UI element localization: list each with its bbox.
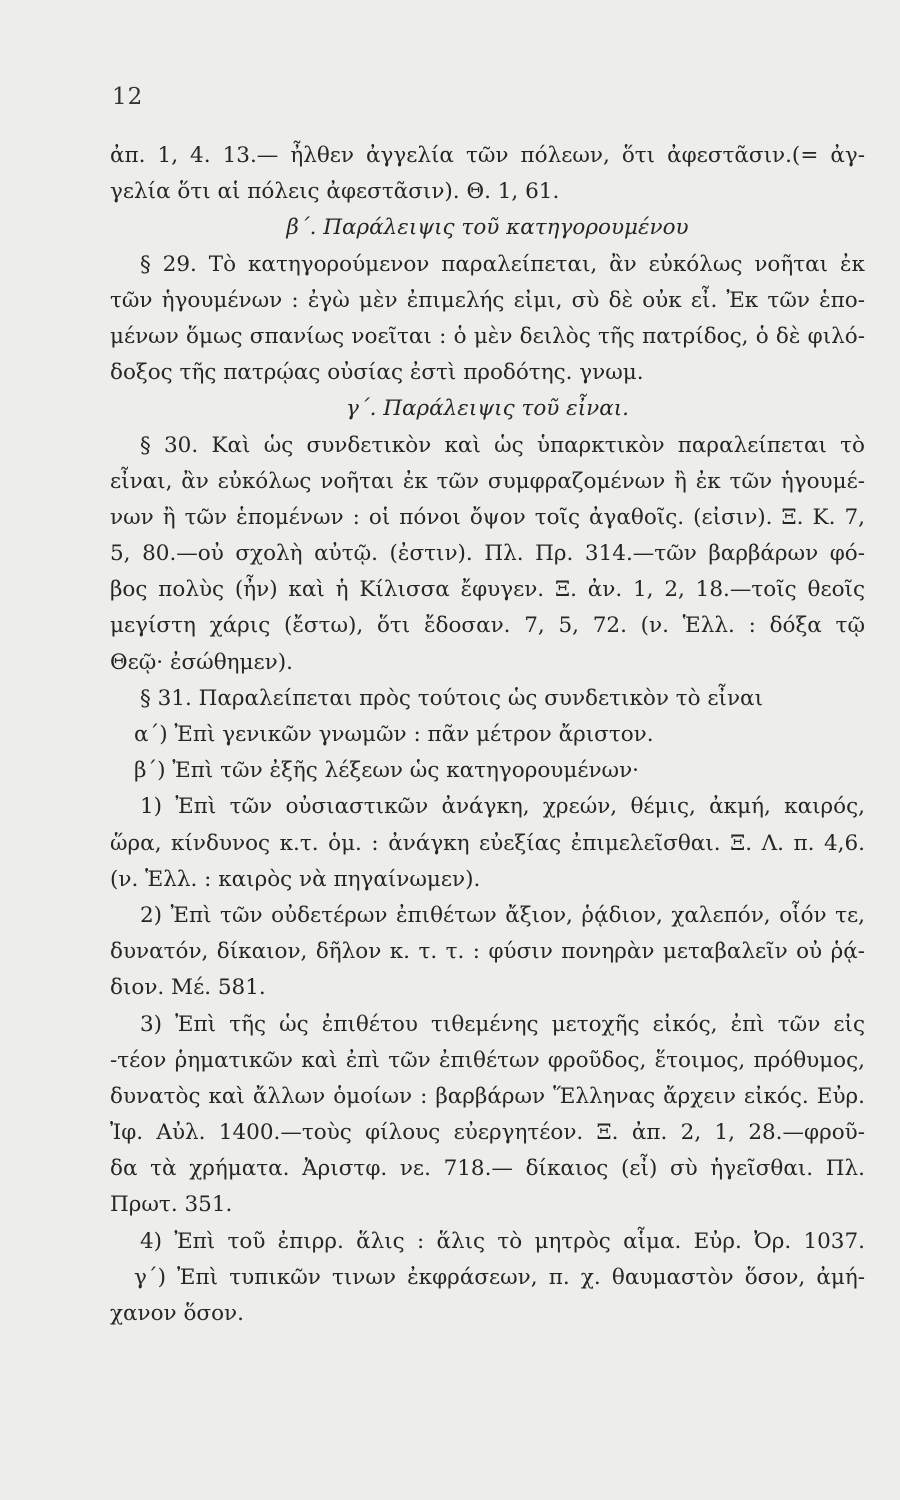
text-line: 3) Ἐπὶ τῆς ὡς ἐπιθέτου τιθεμένης μετοχῆς εἰκός, ἐπὶ τῶν εἰς bbox=[140, 1011, 865, 1037]
text-line: ἀπ. 1, 4. 13.— ἦλθεν ἀγγελία τῶν πόλεων, ὅτι ἀφεστᾶσιν.(= ἀγ- bbox=[110, 143, 865, 168]
text-line: μένων ὅμως σπανίως νοεῖται : ὁ μὲν δειλὸς τῆς πατρίδος, ὁ δὲ φιλό- bbox=[110, 323, 865, 349]
text-line: 5, 80.—οὐ σχολὴ αὐτῷ. (ἐστιν). Πλ. Πρ. 314.—τῶν βαρβάρων φό- bbox=[110, 541, 865, 567]
text-line: Πρωτ. 351. bbox=[110, 1192, 233, 1218]
section-heading: γ΄. Παράλειψις τοῦ εἶναι. bbox=[345, 396, 630, 422]
text-line: δυνατόν, δίκαιον, δῆλον κ. τ. τ. : φύσιν πονηρὰν μεταβαλεῖν οὐ ῥᾴ- bbox=[110, 939, 865, 965]
section-heading: β΄. Παράλειψις τοῦ κατηγορουμένου bbox=[286, 215, 689, 241]
text-line: -τέον ῥηματικῶν καὶ ἐπὶ τῶν ἐπιθέτων φροῦδος, ἕτοιμος, πρόθυμος, bbox=[110, 1047, 865, 1073]
text-line: εἶναι, ἂν εὐκόλως νοῆται ἐκ τῶν συμφραζομένων ἢ ἐκ τῶν ἡγουμέ- bbox=[110, 468, 865, 494]
text-line: τῶν ἡγουμένων : ἐγὼ μὲν ἐπιμελής εἰμι, σὺ δὲ οὐκ εἶ. Ἐκ τῶν ἑπο- bbox=[110, 287, 865, 313]
text-line: ὥρα, κίνδυνος κ.τ. ὁμ. : ἀνάγκη εὐεξίας ἐπιμελεῖσθαι. Ξ. Λ. π. 4,6. bbox=[110, 830, 865, 856]
text-line: μεγίστη χάρις (ἔστω), ὅτι ἔδοσαν. 7, 5, 72. (ν. Ἑλλ. : δόξα τῷ bbox=[110, 613, 865, 639]
text-line: § 31. Παραλείπεται πρὸς τούτοις ὡς συνδετικὸν τὸ εἶναι bbox=[140, 685, 763, 711]
text-line: (ν. Ἑλλ. : καιρὸς νὰ πηγαίνωμεν). bbox=[110, 866, 481, 892]
text-line: 1) Ἐπὶ τῶν οὐσιαστικῶν ἀνάγκη, χρεών, θέμις, ἀκμή, καιρός, bbox=[140, 794, 865, 820]
text-line: νων ἢ τῶν ἑπομένων : οἱ πόνοι ὄψον τοῖς ἀγαθοῖς. (εἰσιν). Ξ. Κ. 7, bbox=[110, 504, 865, 530]
text-line: 4) Ἐπὶ τοῦ ἐπιρρ. ἅλις : ἅλις τὸ μητρὸς αἷμα. Εὐρ. Ὀρ. 1037. bbox=[140, 1228, 865, 1254]
text-line: δα τὰ χρήματα. Ἀριστφ. νε. 718.— δίκαιος (εἶ) σὺ ἡγεῖσθαι. Πλ. bbox=[110, 1156, 865, 1182]
text-line: γελία ὅτι αἱ πόλεις ἀφεστᾶσιν). Θ. 1, 61. bbox=[110, 179, 560, 205]
text-line: § 30. Καὶ ὡς συνδετικὸν καὶ ὡς ὑπαρκτικὸν παραλείπεται τὸ bbox=[140, 432, 865, 458]
text-line: § 29. Τὸ κατηγορούμενον παραλείπεται, ἂν εὐκόλως νοῆται ἐκ bbox=[140, 251, 865, 277]
page-number: 12 bbox=[112, 84, 144, 110]
text-line: γ΄) Ἐπὶ τυπικῶν τινων ἐκφράσεων, π. χ. θαυμαστὸν ὅσον, ἀμή- bbox=[134, 1264, 865, 1290]
text-line: δυνατὸς καὶ ἄλλων ὁμοίων : βαρβάρων Ἕλληνας ἄρχειν εἰκός. Εὐρ. bbox=[110, 1083, 865, 1109]
text-line: β΄) Ἐπὶ τῶν ἐξῆς λέξεων ὡς κατηγορουμένων· bbox=[134, 758, 639, 784]
text-line: χανον ὅσον. bbox=[110, 1301, 244, 1326]
text-line: α΄) Ἐπὶ γενικῶν γνωμῶν : πᾶν μέτρον ἄριστον. bbox=[134, 722, 654, 747]
body-text bbox=[110, 138, 865, 1332]
text-line: διον. Μέ. 581. bbox=[110, 975, 266, 1001]
text-line: Ἰφ. Αὐλ. 1400.—τοὺς φίλους εὐεργητέον. Ξ. ἀπ. 2, 1, 28.—φροῦ- bbox=[110, 1120, 865, 1146]
text-line: 2) Ἐπὶ τῶν οὐδετέρων ἐπιθέτων ἄξιον, ῥᾴδιον, χαλεπόν, οἷόν τε, bbox=[140, 902, 865, 928]
text-line: δοξος τῆς πατρῴας οὐσίας ἐστὶ προδότης. γνωμ. bbox=[110, 360, 644, 386]
text-line: Θεῷ· ἐσώθημεν). bbox=[110, 649, 293, 675]
text-line: βος πολὺς (ἦν) καὶ ἡ Κίλισσα ἔφυγεν. Ξ. ἀν. 1, 2, 18.—τοῖς θεοῖς bbox=[110, 577, 865, 603]
